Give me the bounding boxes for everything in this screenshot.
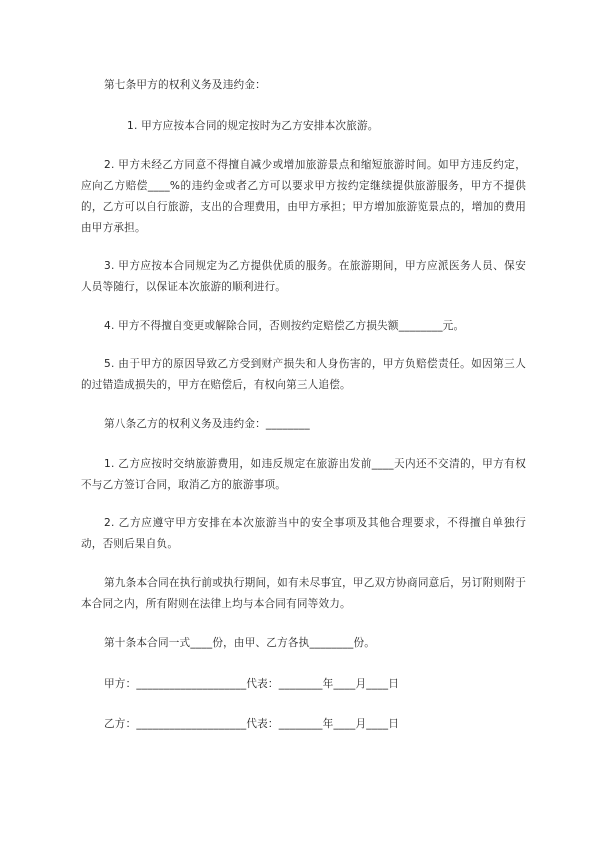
article-7-heading: 第七条甲方的权利义务及违约金： — [104, 79, 266, 91]
article-8-heading: 第八条乙方的权利义务及违约金：________ — [104, 418, 310, 430]
party-a-signature-line: 甲方：____________________代表：________年____月____日 — [104, 678, 400, 690]
article-10: 第十条本合同一式____份，由甲、乙方各执________份。 — [104, 637, 376, 649]
article-7-clause-2: 2. 甲方未经乙方同意不得擅自减少或增加旅游景点和缩短旅游时间。如甲方违反约定，应向乙方赔偿____%的违约金或者乙方可以要求甲方按约定继续提供旅游服务，甲方不提供的，乙方可以自行旅游，支出的合理费用，由甲方承担；甲方增加旅游览景点的，增加的费用由甲方承担。 — [81, 159, 526, 234]
article-7-clause-3: 3. 甲方应按本合同规定为乙方提供优质的服务。在旅游期间，甲方应派医务人员、保安人员等随行，以保证本次旅游的顺利进行。 — [81, 260, 526, 293]
party-b-signature-line: 乙方：____________________代表：________年____月____日 — [104, 718, 400, 730]
article-7-clause-5: 5. 由于甲方的原因导致乙方受到财产损失和人身伤害的，甲方负赔偿责任。如因第三人的过错造成损失的，甲方在赔偿后，有权向第三人追偿。 — [81, 358, 526, 391]
article-8-clause-1: 1. 乙方应按时交纳旅游费用，如违反规定在旅游出发前____天内还不交清的，甲方有权不与乙方签订合同，取消乙方的旅游事项。 — [81, 458, 526, 491]
article-8-clause-2: 2. 乙方应遵守甲方安排在本次旅游当中的安全事项及其他合理要求，不得擅自单独行动，否则后果自负。 — [81, 517, 526, 550]
article-7-clause-1: 1. 甲方应按本合同的规定按时为乙方安排本次旅游。 — [127, 120, 379, 132]
article-9: 第九条本合同在执行前或执行期间，如有未尽事宜，甲乙双方协商同意后，另订附则附于本合同之内，所有附则在法律上均与本合同有同等效力。 — [81, 577, 526, 610]
article-7-clause-4: 4. 甲方不得擅自变更或解除合同，否则按约定赔偿乙方损失额________元。 — [104, 320, 465, 332]
